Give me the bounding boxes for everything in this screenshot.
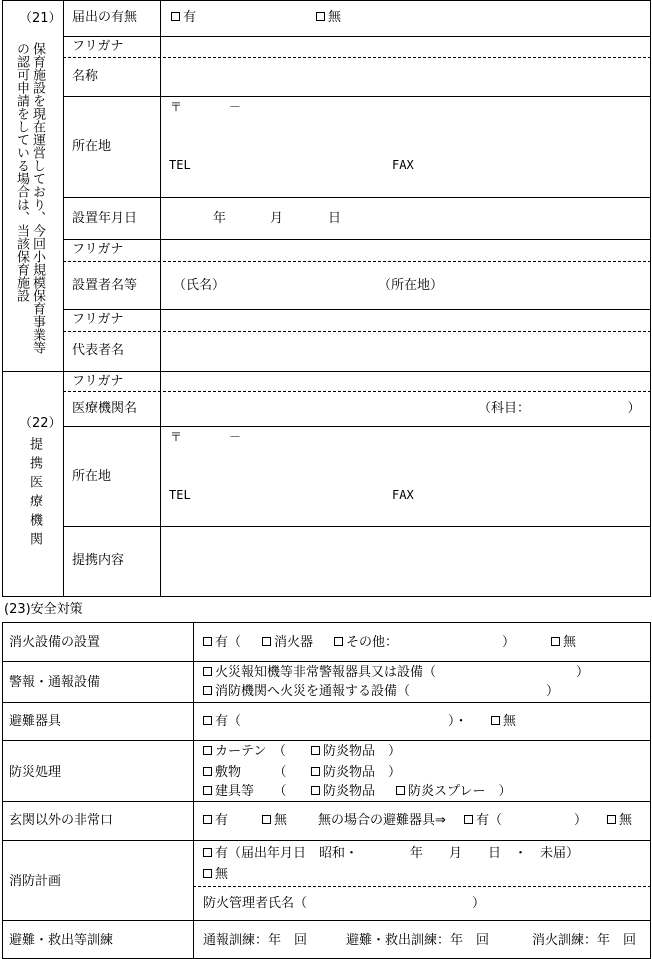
alarm-device-checkbox[interactable] xyxy=(203,667,212,676)
exit-equipment-yes-label: 有（ xyxy=(476,813,503,828)
row-line xyxy=(63,309,651,310)
carpet-label: 敷物 （ xyxy=(215,765,287,780)
notification-no-checkbox[interactable] xyxy=(316,12,325,21)
row-line xyxy=(63,239,651,240)
fire-equipment-no-label: 無 xyxy=(563,635,577,650)
notification-label: 届出の有無 xyxy=(72,10,138,25)
medical-fax-label: FAX xyxy=(392,488,414,502)
founder-name-caption: （氏名） xyxy=(173,278,226,293)
row-line xyxy=(2,0,651,1)
medical-furigana-label: フリガナ xyxy=(72,374,124,389)
evacuation-drill: 避難・救出訓練：年 回 xyxy=(346,933,490,948)
row-line xyxy=(63,197,651,198)
representative-label: 代表者名 xyxy=(72,343,125,358)
facility-address-label: 所在地 xyxy=(72,139,112,154)
facility-furigana-field[interactable] xyxy=(161,37,650,56)
exit-no-checkbox[interactable] xyxy=(262,815,271,824)
fire-report-device-label: 消防機関へ火災を通報する設備（ xyxy=(215,684,411,699)
row-line xyxy=(63,96,651,97)
row-dashed xyxy=(63,331,651,332)
alarm-device-close: ） xyxy=(576,665,590,680)
fp-spray-checkbox[interactable] xyxy=(396,786,405,795)
tel-label: TEL xyxy=(169,158,191,172)
facility-furigana-label: フリガナ xyxy=(72,39,124,54)
fire-equipment-label: 消火設備の設置 xyxy=(9,635,101,650)
rep-furigana-label: フリガナ xyxy=(72,312,124,327)
row-line xyxy=(2,661,651,662)
exit-yes-label: 有 xyxy=(215,813,229,828)
curtain-checkbox[interactable] xyxy=(203,746,212,755)
fire-plan-no-checkbox[interactable] xyxy=(203,869,212,878)
medical-postal-dash: － xyxy=(229,430,242,444)
row-line xyxy=(63,526,651,527)
notification-no-label: 無 xyxy=(328,10,342,25)
table-border-right xyxy=(650,622,651,959)
medical-inst-label: 医療機関名 xyxy=(72,401,138,416)
exit-equipment-no-label: 無 xyxy=(619,813,633,828)
col-divider-1 xyxy=(63,0,64,597)
fire-equipment-yes-checkbox[interactable] xyxy=(203,637,212,646)
fire-report-device-close: ） xyxy=(546,684,560,699)
exit-equipment-no-checkbox[interactable] xyxy=(607,815,616,824)
alarm-label: 警報・通報設備 xyxy=(9,675,101,690)
row-line xyxy=(2,840,651,841)
fittings-fp-goods-checkbox[interactable] xyxy=(311,786,320,795)
col-divider xyxy=(193,622,194,959)
row-line xyxy=(2,622,651,623)
extinguisher-label: 消火器 xyxy=(274,635,314,650)
est-year-unit: 年 xyxy=(213,211,227,226)
curtain-fp-goods-label: 防炎物品 ） xyxy=(323,744,402,759)
evacuation-label: 避難器具 xyxy=(9,714,62,729)
row-line xyxy=(2,702,651,703)
section-22-number: （22） xyxy=(19,416,62,431)
evacuation-no-checkbox[interactable] xyxy=(491,716,500,725)
alarm-device-label: 火災報知機等非常警報器具又は設備（ xyxy=(215,665,437,680)
est-month-unit: 月 xyxy=(270,211,284,226)
fp-spray-label: 防炎スプレー ） xyxy=(408,784,512,799)
founder-label: 設置者名等 xyxy=(72,278,138,293)
table-border-left xyxy=(2,0,3,597)
carpet-checkbox[interactable] xyxy=(203,767,212,776)
fireproofing-label: 防災処理 xyxy=(9,765,62,780)
drill-label: 避難・救出等訓練 xyxy=(9,933,114,948)
fire-equipment-yes-label: 有（ xyxy=(215,635,242,650)
medical-address-label: 所在地 xyxy=(72,469,112,484)
fittings-checkbox[interactable] xyxy=(203,786,212,795)
est-date-label: 設置年月日 xyxy=(72,211,138,226)
evacuation-close: ）・ xyxy=(448,714,468,729)
row-line xyxy=(2,920,651,921)
table-border-right xyxy=(650,0,651,597)
report-drill: 通報訓練：年 回 xyxy=(203,933,308,948)
section-21-title-line1: 保育施設を現在運営しており、今回小規模保育事業等 xyxy=(30,42,45,354)
exit-no-label: 無 xyxy=(274,813,288,828)
fire-plan-no-label: 無 xyxy=(215,867,229,882)
notification-yes-checkbox[interactable] xyxy=(171,12,180,21)
section-21-number: （21） xyxy=(19,11,62,26)
notification-yes-label: 有 xyxy=(183,10,197,25)
fire-equipment-no-checkbox[interactable] xyxy=(551,637,560,646)
facility-name-field[interactable] xyxy=(161,58,650,95)
facility-name-label: 名称 xyxy=(72,69,99,84)
curtain-fp-goods-checkbox[interactable] xyxy=(311,746,320,755)
fire-drill: 消火訓練：年 回 xyxy=(532,933,637,948)
fire-equipment-other-label: その他： xyxy=(346,635,399,650)
exit-equipment-yes-checkbox[interactable] xyxy=(464,815,473,824)
fire-equipment-close: ） xyxy=(502,635,516,650)
row-line xyxy=(2,371,651,372)
founder-furigana-label: フリガナ xyxy=(72,242,124,257)
fittings-fp-goods-label: 防炎物品 xyxy=(323,784,376,799)
fax-label: FAX xyxy=(392,158,414,172)
fire-plan-label: 消防計画 xyxy=(9,874,62,889)
fire-plan-yes-label: 有（届出年月日 昭和・ 年 月 日 ・ 未届） xyxy=(215,846,580,861)
evacuation-yes-label: 有（ xyxy=(215,714,242,729)
postal-mark: 〒 xyxy=(170,100,183,114)
section-22-title: 提携医療機関 xyxy=(27,437,42,551)
exit-none-case-label: 無の場合の避難器具⇒ xyxy=(318,813,446,828)
row-line xyxy=(63,426,651,427)
fire-manager-close: ） xyxy=(472,896,486,911)
section-21-title-line2: の認可申請をしている場合は、当該保育施設 xyxy=(14,42,29,302)
emergency-exit-label: 玄関以外の非常口 xyxy=(9,813,114,828)
medical-tel-label: TEL xyxy=(169,488,191,502)
row-dashed xyxy=(63,261,651,262)
extinguisher-checkbox[interactable] xyxy=(262,637,271,646)
carpet-fp-goods-label: 防炎物品 ） xyxy=(323,765,402,780)
medical-postal-mark: 〒 xyxy=(170,430,183,444)
fire-equipment-other-checkbox[interactable] xyxy=(334,637,343,646)
founder-location-caption: （所在地） xyxy=(378,278,444,293)
carpet-fp-goods-checkbox[interactable] xyxy=(311,767,320,776)
row-dashed xyxy=(63,391,651,392)
est-day-unit: 日 xyxy=(328,211,342,226)
exit-yes-checkbox[interactable] xyxy=(203,815,212,824)
fittings-label: 建具等 （ xyxy=(215,784,287,799)
section-23-heading: (23)安全対策 xyxy=(4,602,83,617)
row-dashed xyxy=(193,886,651,887)
fire-report-device-checkbox[interactable] xyxy=(203,686,212,695)
partnership-contents-label: 提携内容 xyxy=(72,553,125,568)
postal-dash: － xyxy=(229,100,242,114)
table-border-left xyxy=(2,622,3,959)
evacuation-no-label: 無 xyxy=(503,714,517,729)
row-line xyxy=(2,740,651,741)
curtain-label: カーテン （ xyxy=(215,744,286,759)
medical-subject: （科目： ） xyxy=(478,401,641,416)
fire-manager-label: 防火管理者氏名（ xyxy=(203,896,308,911)
exit-equipment-close: ） xyxy=(574,813,588,828)
row-line xyxy=(2,596,651,597)
fire-plan-yes-checkbox[interactable] xyxy=(203,848,212,857)
row-line xyxy=(2,801,651,802)
evacuation-yes-checkbox[interactable] xyxy=(203,716,212,725)
